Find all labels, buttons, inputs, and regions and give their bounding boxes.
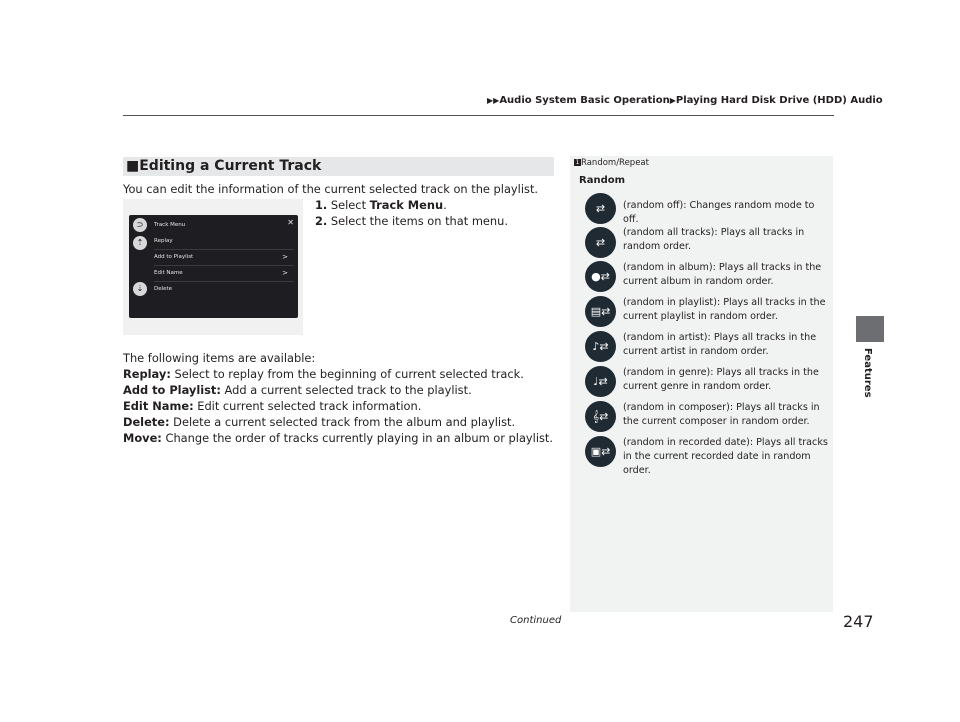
random-all-tracks-text: (random all tracks): Plays all tracks in random order. (623, 227, 805, 252)
page-number: 247 (843, 612, 874, 631)
item-edit-name: Edit Name: Edit current selected track information. (123, 399, 422, 413)
sidebar-title: 1 Random/Repeat (575, 158, 649, 168)
random-artist-text: (random in artist): Plays all tracks in the current artist in random order. (623, 332, 817, 357)
random-playlist-text: (random in playlist): Plays all tracks in the current playlist in random order. (623, 297, 826, 322)
screen-display (129, 215, 298, 318)
random-composer-icon: 𝄞⇄ (585, 401, 616, 432)
available-heading: The following items are available: (123, 351, 316, 365)
chevron-right-icon: > (282, 269, 288, 277)
item-delete: Delete: Delete a current selected track from the album and playlist. (123, 415, 516, 429)
random-recorded-date-text: (random in recorded date): Plays all tracks in the current recorded date in random order. (623, 437, 828, 476)
track-menu-screenshot (123, 199, 303, 335)
item-replay: Replay: Select to replay from the beginning of current selected track. (123, 367, 524, 381)
random-off-text: (random off): Changes random mode to off. (623, 200, 815, 225)
random-album-icon: ●⇄ (585, 261, 616, 292)
side-tab-label: Features (862, 348, 873, 398)
screen-left-rail (129, 215, 151, 318)
screen-title: Track Menu (154, 222, 186, 228)
header-rule (123, 115, 834, 116)
breadcrumb-arrow-icon: ▶▶ (487, 96, 500, 105)
menu-item-delete[interactable]: Delete (154, 286, 173, 292)
breadcrumb-separator-icon: ▶ (669, 96, 676, 105)
random-off-icon: ⇄ (585, 193, 616, 224)
step-1: 1. Select Track Menu. (315, 198, 447, 212)
menu-item-edit-name[interactable]: Edit Name > (154, 265, 294, 282)
random-album-text: (random in album): Plays all tracks in the current album in random order. (623, 262, 822, 287)
close-icon[interactable]: ✕ (287, 218, 294, 227)
random-all-tracks-icon: ⇄ (585, 227, 616, 258)
menu-item-add-to-playlist[interactable]: Add to Playlist > (154, 249, 294, 266)
back-icon[interactable]: ⊃ (133, 218, 147, 232)
reference-icon: 1 (575, 159, 580, 166)
chevron-right-icon: > (282, 253, 288, 261)
continued-label: Continued (510, 615, 562, 626)
side-tab-marker (856, 316, 884, 342)
random-genre-text: (random in genre): Plays all tracks in the current genre in random order. (623, 367, 819, 392)
random-recorded-date-icon: ▣⇄ (585, 436, 616, 467)
item-move: Move: Change the order of tracks currently playing in an album or playlist. (123, 431, 554, 445)
section-heading: ■Editing a Current Track (123, 157, 554, 176)
random-artist-icon: ♪⇄ (585, 331, 616, 362)
scroll-down-icon[interactable]: ⇣ (133, 282, 147, 296)
breadcrumb: ▶▶Audio System Basic Operation▶Playing Hard Disk Drive (HDD) Audio (487, 95, 883, 106)
section-marker-icon: ■ (126, 158, 140, 174)
step-2: 2. Select the items on that menu. (315, 214, 508, 228)
random-genre-icon: ♩⇄ (585, 366, 616, 397)
menu-item-replay[interactable]: Replay (154, 233, 294, 250)
item-add-to-playlist: Add to Playlist: Add a current selected track to the playlist. (123, 383, 472, 397)
sidebar-subtitle: Random (579, 175, 626, 186)
random-composer-text: (random in composer): Plays all tracks in the current composer in random order. (623, 402, 820, 427)
sidebar-note (570, 156, 833, 612)
intro-text: You can edit the information of the current selected track on the playlist. (123, 182, 539, 196)
random-playlist-icon: ▤⇄ (585, 296, 616, 327)
scroll-up-icon[interactable]: ⇡ (133, 236, 147, 250)
